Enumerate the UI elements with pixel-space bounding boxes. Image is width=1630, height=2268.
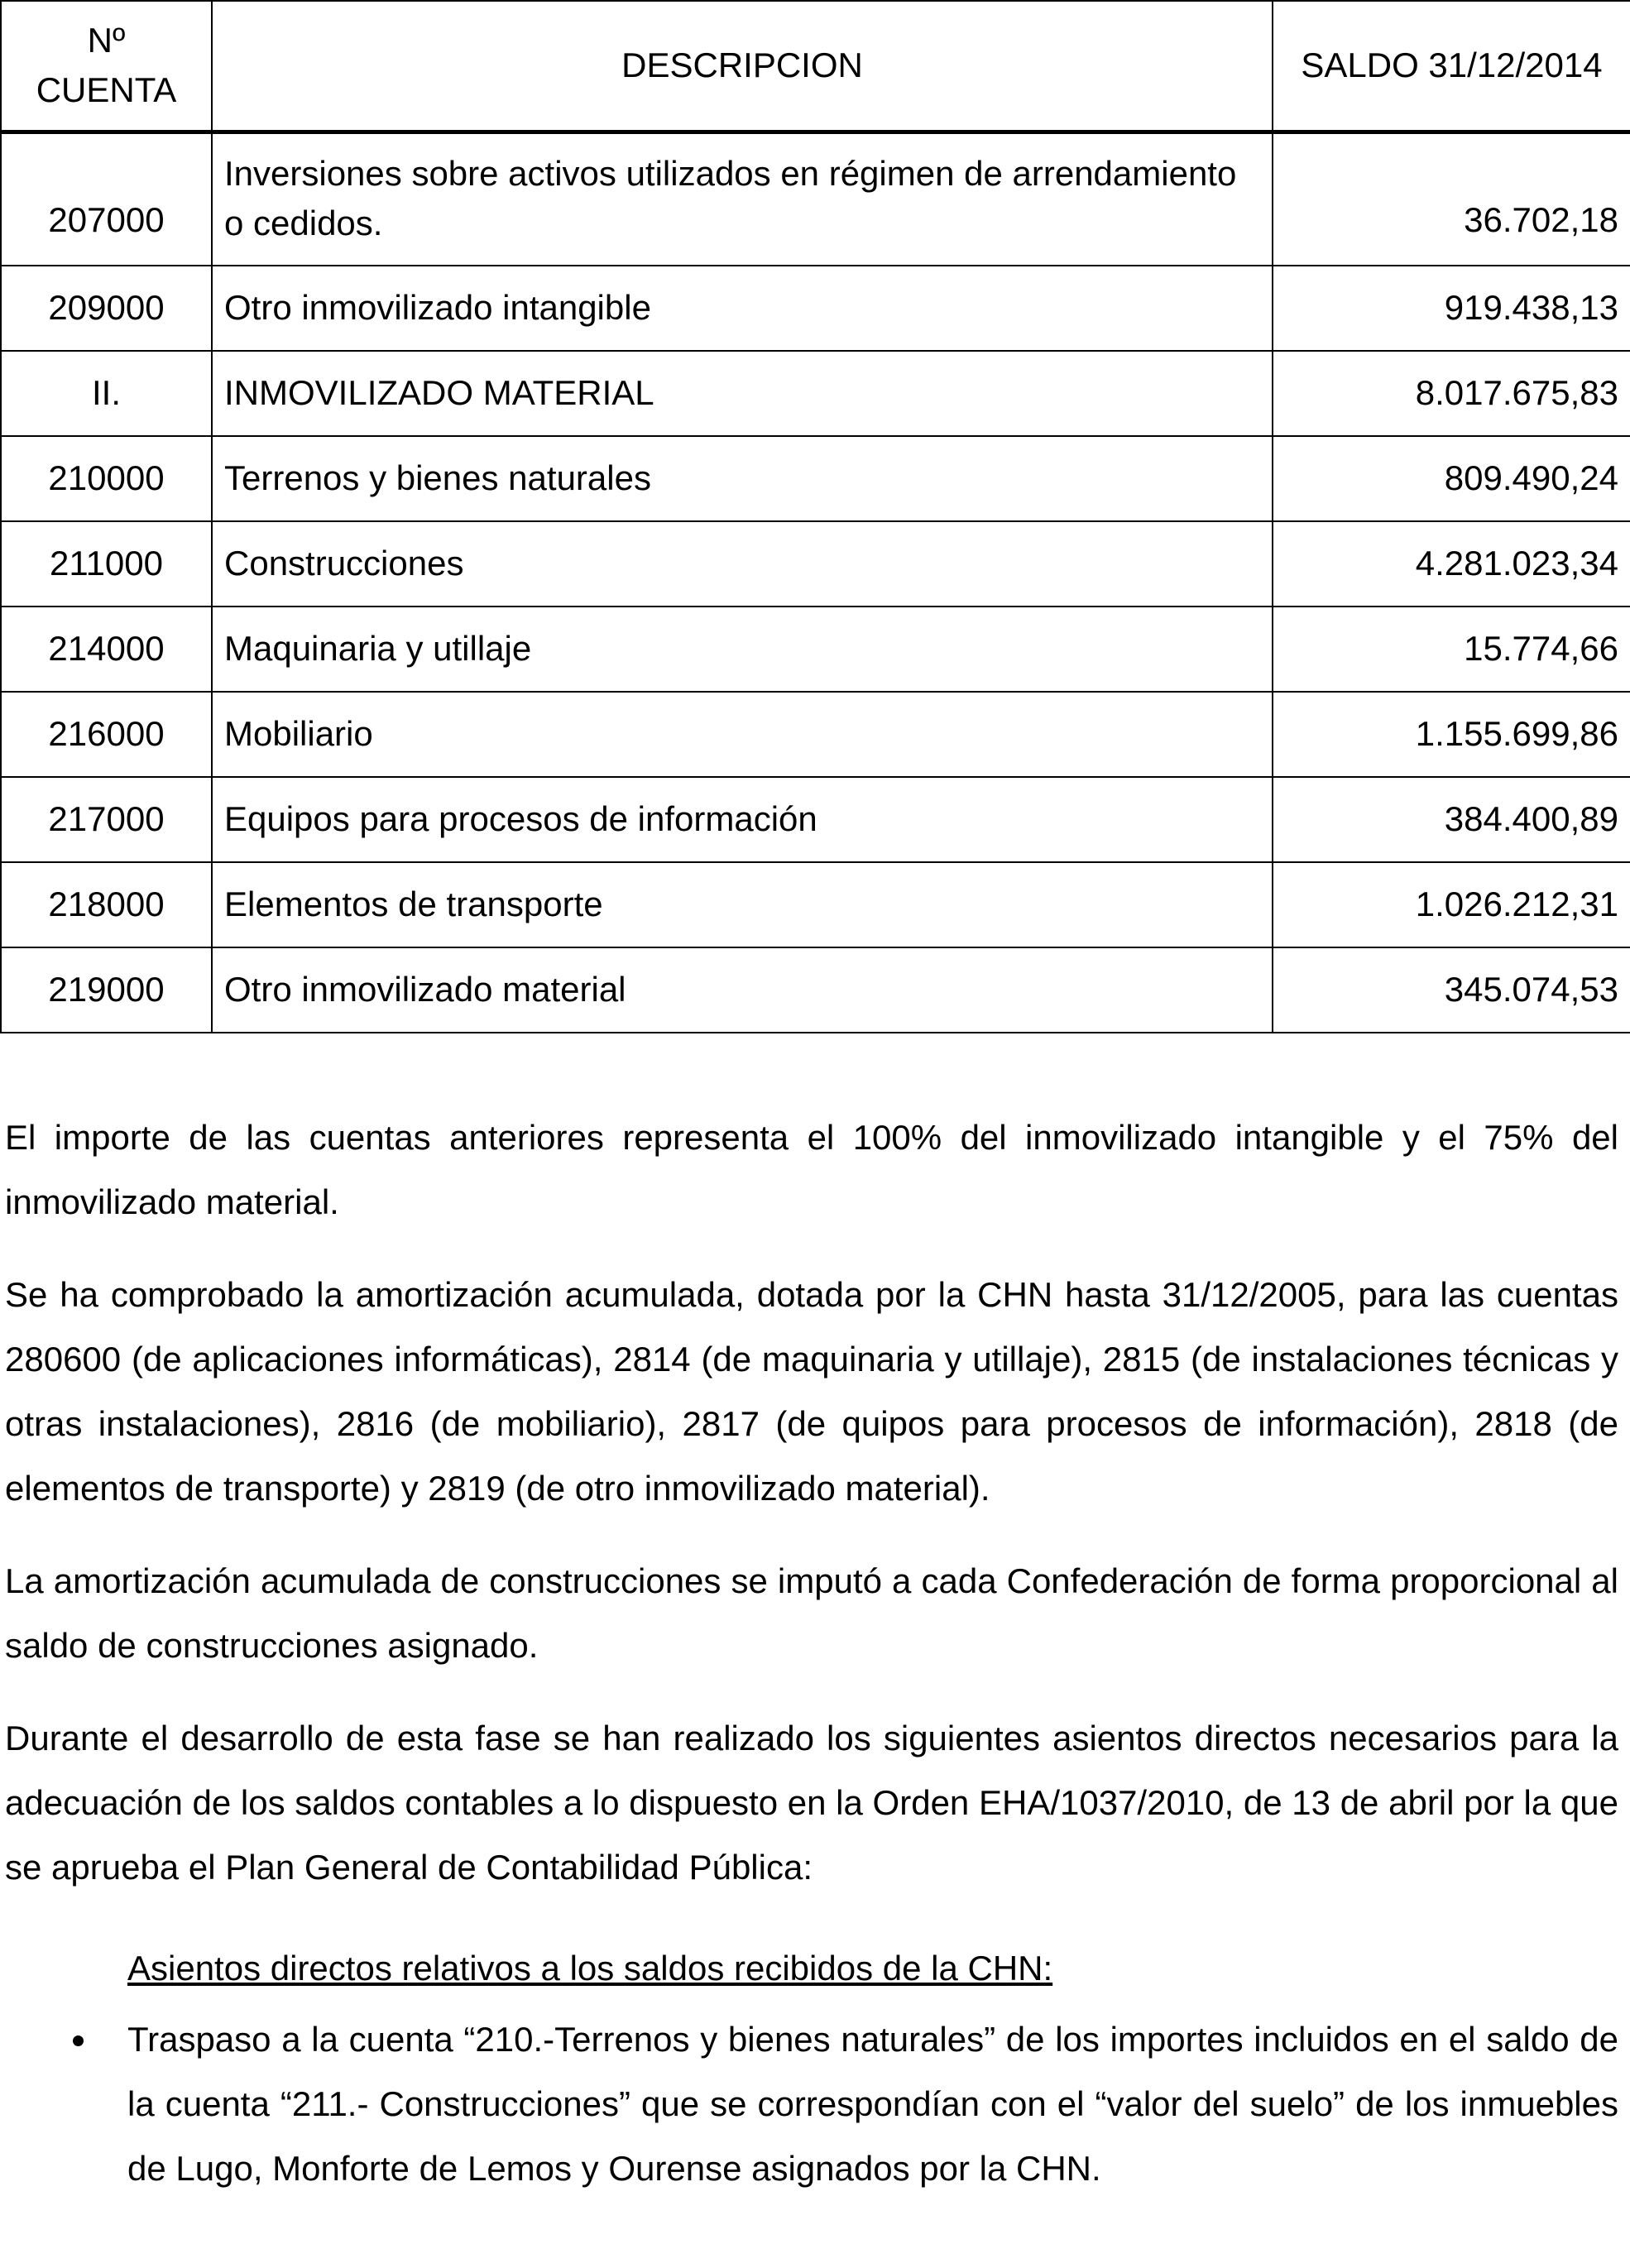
account-cell: 209000	[1, 266, 212, 351]
description-cell: Otro inmovilizado intangible	[212, 266, 1273, 351]
account-cell: 216000	[1, 692, 212, 777]
description-cell: Construcciones	[212, 521, 1273, 607]
bullet-list	[5, 2007, 1618, 2201]
balance-cell: 1.155.699,86	[1273, 692, 1630, 777]
body-text	[5, 1105, 1618, 2201]
description-cell: Elementos de transporte	[212, 862, 1273, 947]
table-row	[1, 607, 1630, 692]
table-header-row	[1, 1, 1630, 132]
header-account: Nº CUENTA	[1, 1, 212, 132]
table-row	[1, 777, 1630, 862]
account-cell: 210000	[1, 436, 212, 521]
header-balance: SALDO 31/12/2014	[1273, 1, 1630, 132]
balance-table	[0, 0, 1630, 1033]
balance-cell: 345.074,53	[1273, 947, 1630, 1033]
balance-cell: 809.490,24	[1273, 436, 1630, 521]
table-row	[1, 266, 1630, 351]
table-row	[1, 436, 1630, 521]
paragraph: Se ha comprobado la amortización acumulada, dotada por la CHN hasta 31/12/2005, para las cuentas 280600 (de aplicaciones informáticas), 2814 (de maquinaria y utillaje), 2815 (de instalaciones técnicas y otras instalaciones), 2816 (de mobiliario), 2817 (de quipos para procesos de información), 2818 (de elementos de transporte) y 2819 (de otro inmovilizado material).	[5, 1275, 1618, 1508]
header-description: DESCRIPCION	[212, 1, 1273, 132]
description-cell: Terrenos y bienes naturales	[212, 436, 1273, 521]
paragraph: Durante el desarrollo de esta fase se han realizado los siguientes asientos directos necesarios para la adecuación de los saldos contables a lo dispuesto en la Orden EHA/1037/2010, de 13 de abril por la que se aprueba el Plan General de Contabilidad Pública:	[5, 1719, 1618, 1887]
table-row	[1, 521, 1630, 607]
section-subheading: Asientos directos relativos a los saldos recibidos de la CHN:	[127, 1949, 1053, 1987]
balance-cell: 1.026.212,31	[1273, 862, 1630, 947]
account-cell: 214000	[1, 607, 212, 692]
balance-cell: 919.438,13	[1273, 266, 1630, 351]
account-cell: 207000	[1, 132, 212, 266]
balance-cell: 384.400,89	[1273, 777, 1630, 862]
table-row	[1, 351, 1630, 436]
table-row	[1, 862, 1630, 947]
account-cell: 218000	[1, 862, 212, 947]
account-cell: 219000	[1, 947, 212, 1033]
description-cell: Equipos para procesos de información	[212, 777, 1273, 862]
account-cell: 211000	[1, 521, 212, 607]
description-cell: Otro inmovilizado material	[212, 947, 1273, 1033]
balance-cell: 8.017.675,83	[1273, 351, 1630, 436]
table-row	[1, 132, 1630, 266]
account-cell: II.	[1, 351, 212, 436]
description-cell: Maquinaria y utillaje	[212, 607, 1273, 692]
account-cell: 217000	[1, 777, 212, 862]
bullet-item: Traspaso a la cuenta “210.-Terrenos y bienes naturales” de los importes incluidos en el saldo de la cuenta “211.- Construcciones” que se correspondían con el “valor del suelo” de los inmuebles de Lugo, Monforte de Lemos y Ourense asignados por la CHN.	[127, 2007, 1618, 2201]
paragraph: El importe de las cuentas anteriores representa el 100% del inmovilizado intangible y el 75% del inmovilizado material.	[5, 1118, 1618, 1221]
balance-cell: 15.774,66	[1273, 607, 1630, 692]
description-cell: Inversiones sobre activos utilizados en régimen de arrendamiento o cedidos.	[212, 132, 1273, 266]
balance-cell: 4.281.023,34	[1273, 521, 1630, 607]
description-cell: Mobiliario	[212, 692, 1273, 777]
table-row	[1, 947, 1630, 1033]
table-row	[1, 692, 1630, 777]
paragraph: La amortización acumulada de construcciones se imputó a cada Confederación de forma proporcional al saldo de construcciones asignado.	[5, 1561, 1618, 1665]
balance-cell: 36.702,18	[1273, 132, 1630, 266]
description-cell: INMOVILIZADO MATERIAL	[212, 351, 1273, 436]
